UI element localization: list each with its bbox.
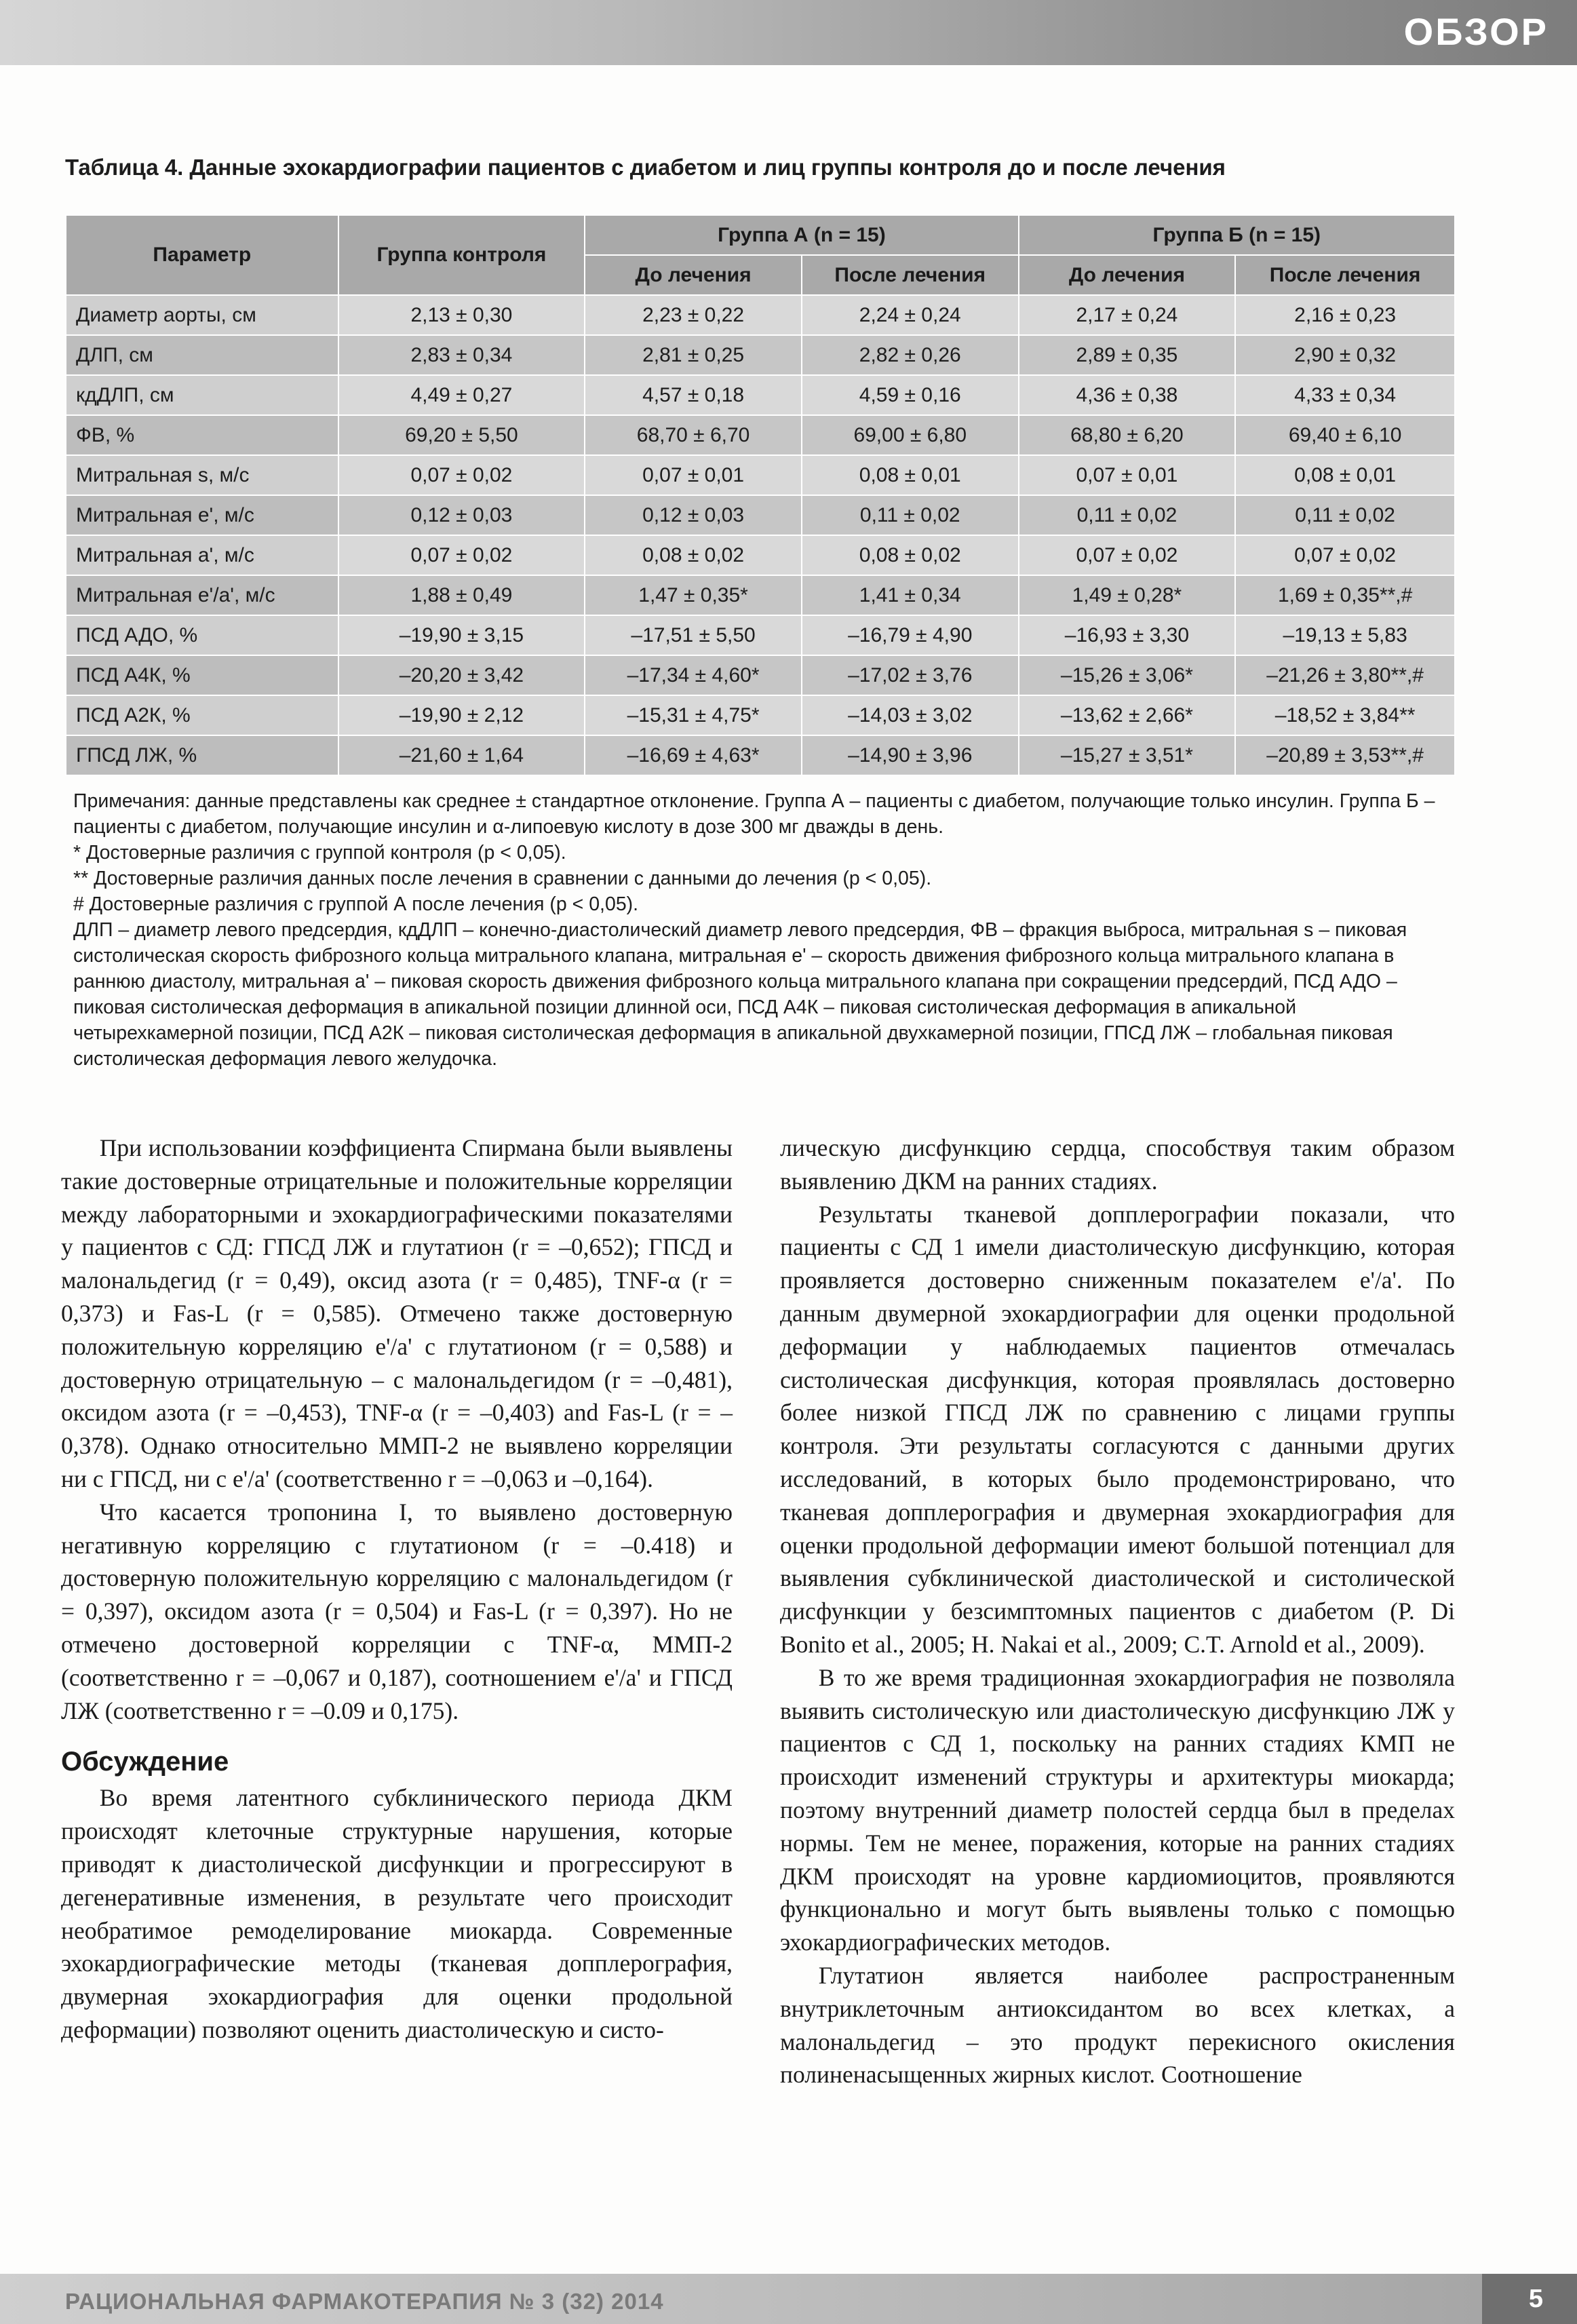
paragraph-continuation: лическую дисфункцию сердца, способствуя таким образом выявлению ДКМ на ранних стадиях.: [780, 1134, 1455, 1195]
cell-param: ПСД А2К, %: [66, 695, 338, 735]
cell-b-after: –18,52 ± 3,84**: [1235, 695, 1455, 735]
table-row: [66, 455, 1455, 495]
cell-a-before: 1,47 ± 0,35*: [585, 575, 802, 615]
table-row: [66, 415, 1455, 455]
paragraph-tissue-doppler: Результаты тканевой допплерографии показали, что пациенты с СД 1 имели диастолическую дисфункцию, которая проявляется достоверно сниженным показателем е'/а'. По данным двумерной эхокардиографии для оценки продольной деформации у наблюдаемых пациентов отмечалась систолическая дисфункция, которая проявлялась достоверно более низкой ГПСД ЛЖ по сравнению с лицами группы контроля. Эти результаты согласуются с данными других исследований, в которых было продемонстрировано, что тканевая допплерография и двумерная эхокардиография для оценки продольной деформации имеют большой потенциал для выявления субклинической диастолической и систолической дисфункции у безсимптомных пациентов с диабетом (P. Di Bonito et al., 2005; H. Nakai et al., 2009; C.T. Arnold et al., 2009).: [780, 1200, 1455, 1658]
cell-b-before: –13,62 ± 2,66*: [1019, 695, 1236, 735]
cell-b-before: 68,80 ± 6,20: [1019, 415, 1236, 455]
cell-b-before: –15,26 ± 3,06*: [1019, 655, 1236, 695]
cell-param: Митральная е'/а', м/с: [66, 575, 338, 615]
cell-b-before: 0,11 ± 0,02: [1019, 495, 1236, 535]
cell-a-after: 2,82 ± 0,26: [802, 335, 1019, 375]
cell-a-after: –17,02 ± 3,76: [802, 655, 1019, 695]
cell-b-before: 0,07 ± 0,02: [1019, 535, 1236, 575]
cell-a-after: 69,00 ± 6,80: [802, 415, 1019, 455]
cell-a-before: –17,34 ± 4,60*: [585, 655, 802, 695]
cell-control: 1,88 ± 0,49: [338, 575, 585, 615]
cell-control: 0,07 ± 0,02: [338, 535, 585, 575]
cell-a-before: 2,81 ± 0,25: [585, 335, 802, 375]
cell-b-after: 0,08 ± 0,01: [1235, 455, 1455, 495]
cell-b-before: –15,27 ± 3,51*: [1019, 735, 1236, 775]
paragraph-latent-period: Во время латентного субклинического периода ДКМ происходят клеточные структурные нарушения, которые приводят к диастолической дисфункции и прогрессируют в дегенеративные изменения, в результате чего происходит необратимое ремоделирование миокарда. Современные эхокардиографические методы (тканевая допплерография, двумерная эхокардиография для оценки продольной деформации) позволяют оценить диастолическую и систо-: [61, 1784, 733, 2043]
table-row: [66, 575, 1455, 615]
cell-a-before: 68,70 ± 6,70: [585, 415, 802, 455]
header-control: Группа контроля: [338, 215, 585, 295]
table-body: [66, 295, 1455, 775]
cell-b-after: 0,11 ± 0,02: [1235, 495, 1455, 535]
cell-a-before: 4,57 ± 0,18: [585, 375, 802, 415]
cell-a-before: 0,12 ± 0,03: [585, 495, 802, 535]
cell-control: –20,20 ± 3,42: [338, 655, 585, 695]
header-band: [0, 0, 1577, 65]
table-row: [66, 695, 1455, 735]
note-hash: # Достоверные различия с группой А после лечения (p < 0,05).: [73, 893, 639, 915]
cell-param: Митральная а', м/с: [66, 535, 338, 575]
cell-param: Митральная s, м/с: [66, 455, 338, 495]
cell-a-after: 1,41 ± 0,34: [802, 575, 1019, 615]
section-heading-discussion: Обсуждение: [61, 1747, 229, 1777]
cell-control: 0,12 ± 0,03: [338, 495, 585, 535]
table-row: [66, 535, 1455, 575]
cell-b-before: –16,93 ± 3,30: [1019, 615, 1236, 655]
cell-a-before: 2,23 ± 0,22: [585, 295, 802, 335]
header-group-a: Группа А (n = 15): [585, 215, 1018, 255]
note-star: * Достоверные различия с группой контроля (p < 0,05).: [73, 842, 566, 864]
cell-control: 4,49 ± 0,27: [338, 375, 585, 415]
table-notes: [73, 788, 1457, 1072]
header-a-before: До лечения: [585, 255, 802, 295]
cell-b-before: 0,07 ± 0,01: [1019, 455, 1236, 495]
table-row: [66, 615, 1455, 655]
table-row: [66, 295, 1455, 335]
right-column: [780, 1131, 1455, 2091]
header-b-before: До лечения: [1019, 255, 1236, 295]
table-row: [66, 375, 1455, 415]
cell-b-before: 1,49 ± 0,28*: [1019, 575, 1236, 615]
cell-a-before: 0,08 ± 0,02: [585, 535, 802, 575]
table-row: [66, 495, 1455, 535]
cell-control: 2,83 ± 0,34: [338, 335, 585, 375]
cell-b-after: –21,26 ± 3,80**,#: [1235, 655, 1455, 695]
cell-param: кдДЛП, см: [66, 375, 338, 415]
note-abbreviations: ДЛП – диаметр левого предсердия, кдДЛП – конечно-диастолический диаметр левого предсердия, ФВ – фракция выброса, митральная s – пиковая систолическая скорость фиброзного кольца митрального клапана, митральная е' – скорость движения фиброзного кольца митрального клапана в раннюю диастолу, митральная а' – пиковая скорость движения фиброзного кольца митрального клапана при сокращении предсердий, ПСД АДО – пиковая систолическая деформация в апикальной позиции длинной оси, ПСД А4К – пиковая систолическая деформация в апикальной четырехкамерной позиции, ПСД А2К – пиковая систолическая деформация в апикальной двухкамерной позиции, ГПСД ЛЖ – глобальная пиковая систолическая деформация левого желудочка.: [73, 919, 1407, 1070]
cell-control: –19,90 ± 3,15: [338, 615, 585, 655]
cell-param: Диаметр аорты, см: [66, 295, 338, 335]
cell-a-before: –15,31 ± 4,75*: [585, 695, 802, 735]
paragraph-traditional-echo: В то же время традиционная эхокардиография не позволяла выявить систолическую или диастолическую дисфункцию ЛЖ у пациентов с СД 1, поскольку на ранних стадиях КМП не происходит изменений структуры и архитектуры миокарда; поэтому внутренний диаметр полостей сердца был в пределах нормы. Тем не менее, поражения, которые на ранних стадиях ДКМ происходят на уровне кардиомиоцитов, проявляются функционально и могут быть выявлены только с помощью эхокардиографических методов.: [780, 1663, 1455, 1956]
table-title: Таблица 4. Данные эхокардиографии пациентов с диабетом и лиц группы контроля до и после лечения: [65, 155, 1226, 180]
cell-control: 2,13 ± 0,30: [338, 295, 585, 335]
cell-a-before: 0,07 ± 0,01: [585, 455, 802, 495]
left-column: [61, 1131, 733, 2047]
cell-a-after: 0,08 ± 0,02: [802, 535, 1019, 575]
cell-a-after: 0,08 ± 0,01: [802, 455, 1019, 495]
table-row: [66, 655, 1455, 695]
cell-a-after: 0,11 ± 0,02: [802, 495, 1019, 535]
cell-b-after: 0,07 ± 0,02: [1235, 535, 1455, 575]
note-main: Примечания: данные представлены как среднее ± стандартное отклонение. Группа А – пациенты с диабетом, получающие только инсулин. Группа Б – пациенты с диабетом, получающие инсулин и α-липоевую кислоту в дозе 300 мг дважды в день.: [73, 790, 1435, 838]
cell-b-before: 2,17 ± 0,24: [1019, 295, 1236, 335]
cell-a-after: –14,90 ± 3,96: [802, 735, 1019, 775]
header-group-b: Группа Б (n = 15): [1019, 215, 1455, 255]
cell-a-after: 2,24 ± 0,24: [802, 295, 1019, 335]
paragraph-spearman: При использовании коэффициента Спирмана были выявлены такие достоверные отрицательные и положительные корреляции между лабораторными и эхокардиографическими показателями у пациентов с СД: ГПСД ЛЖ и глутатион (r = –0,652); ГПСД и малональдегид (r = 0,49), оксид азота (r = 0,485), TNF-α (r = 0,373) и Fas-L (r = 0,585). Отмечено также достоверную положительную корреляцию е'/а' с глутатионом (r = 0,588) и достоверную отрицательную – с малональдегидом (r = –0,481), оксидом азота (r = –0,453), TNF-α (r = –0,403) and Fas-L (r = –0,378). Однако относительно ММП-2 не выявлено корреляции ни с ГПСД, ни с е'/а' (соответственно r = –0,063 и –0,164).: [61, 1134, 733, 1492]
cell-param: ГПСД ЛЖ, %: [66, 735, 338, 775]
cell-param: ФВ, %: [66, 415, 338, 455]
cell-param: ПСД А4К, %: [66, 655, 338, 695]
cell-b-after: 69,40 ± 6,10: [1235, 415, 1455, 455]
echo-data-table: [65, 214, 1456, 776]
table-row: [66, 735, 1455, 775]
cell-b-after: 2,16 ± 0,23: [1235, 295, 1455, 335]
cell-control: 69,20 ± 5,50: [338, 415, 585, 455]
cell-control: –21,60 ± 1,64: [338, 735, 585, 775]
cell-a-after: –16,79 ± 4,90: [802, 615, 1019, 655]
paragraph-glutathione: Глутатион является наиболее распространенным внутриклеточным антиоксидантом во всех клетках, а малональдегид – это продукт перекисного окисления полиненасыщенных жирных кислот. Соотношение: [780, 1961, 1455, 2089]
paragraph-troponin: Что касается тропонина I, то выявлено достоверную негативную корреляцию с глутатионом (r = –0.418) и достоверную положительную корреляцию с малональдегидом (r = 0,397), оксидом азота (r = 0,504) и Fas-L (r = 0,397). Но не отмечено достоверной корреляции с TNF-α, ММП-2 (соответственно r = –0,067 и 0,187), соотношением е'/а' и ГПСД ЛЖ (соответственно r = –0.09 и 0,175).: [61, 1498, 733, 1724]
cell-a-before: –17,51 ± 5,50: [585, 615, 802, 655]
cell-a-after: 4,59 ± 0,16: [802, 375, 1019, 415]
cell-b-after: –19,13 ± 5,83: [1235, 615, 1455, 655]
cell-b-after: 1,69 ± 0,35**,#: [1235, 575, 1455, 615]
header-param: Параметр: [66, 215, 338, 295]
cell-control: –19,90 ± 2,12: [338, 695, 585, 735]
section-label: ОБЗОР: [1403, 10, 1549, 53]
cell-control: 0,07 ± 0,02: [338, 455, 585, 495]
cell-b-before: 2,89 ± 0,35: [1019, 335, 1236, 375]
cell-a-before: –16,69 ± 4,63*: [585, 735, 802, 775]
cell-a-after: –14,03 ± 3,02: [802, 695, 1019, 735]
cell-b-after: –20,89 ± 3,53**,#: [1235, 735, 1455, 775]
cell-b-before: 4,36 ± 0,38: [1019, 375, 1236, 415]
cell-b-after: 2,90 ± 0,32: [1235, 335, 1455, 375]
journal-title: РАЦИОНАЛЬНАЯ ФАРМАКОТЕРАПИЯ № 3 (32) 2014: [65, 2289, 664, 2314]
cell-b-after: 4,33 ± 0,34: [1235, 375, 1455, 415]
cell-param: Митральная е', м/с: [66, 495, 338, 535]
table-row: [66, 335, 1455, 375]
cell-param: ДЛП, см: [66, 335, 338, 375]
page-number: 5: [1528, 2285, 1543, 2313]
header-b-after: После лечения: [1235, 255, 1455, 295]
note-double-star: ** Достоверные различия данных после лечения в сравнении с данными до лечения (p < 0,05).: [73, 868, 932, 889]
cell-param: ПСД АДО, %: [66, 615, 338, 655]
header-a-after: После лечения: [802, 255, 1019, 295]
